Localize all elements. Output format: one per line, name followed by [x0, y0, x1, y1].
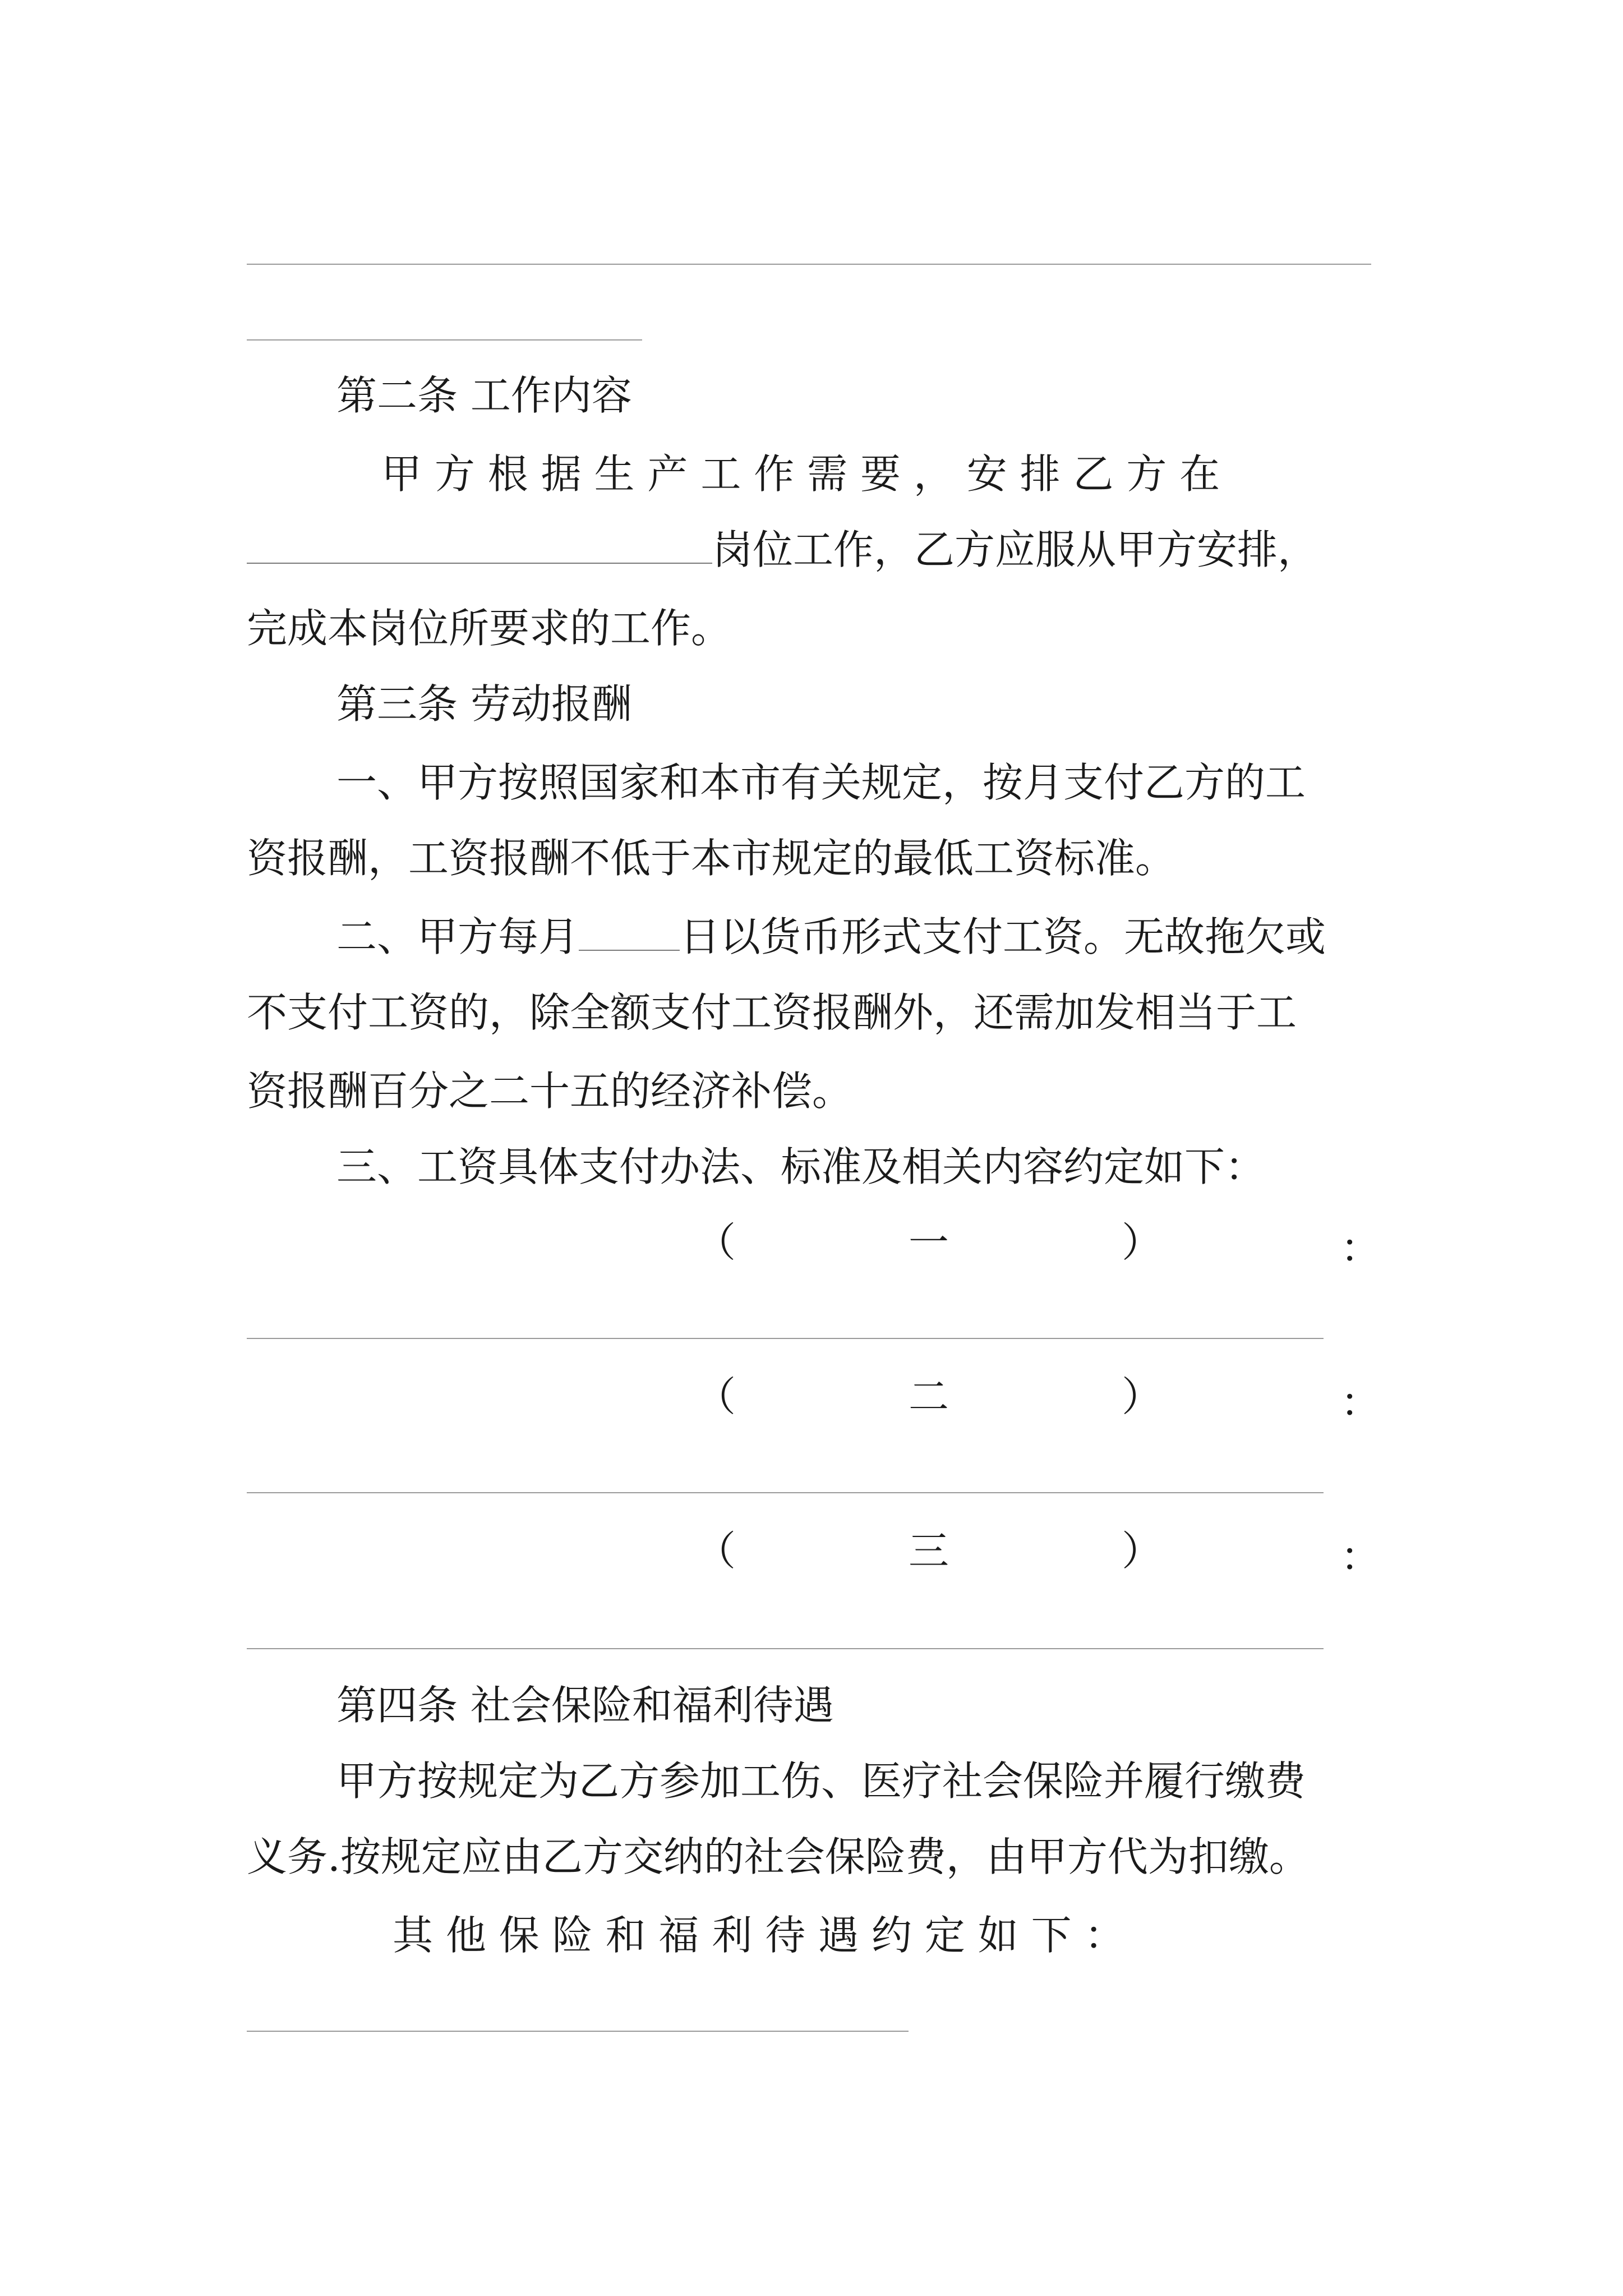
sub-item-2-colon: ： — [1340, 1379, 1381, 1426]
sub-item-1-blank-line — [247, 1338, 1324, 1339]
sub-item-3-colon: ： — [1340, 1533, 1381, 1580]
sub-item-1-colon: ： — [1340, 1225, 1381, 1272]
article-2-paragraph-line-1: 甲 方 根 据 生 产 工 作 需 要 ， 安 排 乙 方 在 — [381, 450, 1220, 498]
sub-item-2-open-paren: （ — [695, 1373, 736, 1420]
pay-day-blank — [579, 910, 680, 951]
article-3-item-3: 三、工资具体支付办法、标准及相关内容约定如下： — [336, 1143, 1266, 1190]
other-benefits-blank-line — [247, 2031, 909, 2032]
sub-item-3-open-paren: （ — [695, 1527, 736, 1575]
article-3-heading: 第三条 劳动报酬 — [336, 680, 632, 728]
article-3-item-2-line-1-a: 二、甲方每月 — [336, 913, 579, 960]
sub-item-2-close-paren: ） — [1122, 1373, 1163, 1420]
blank-line — [247, 339, 642, 341]
sub-item-1-number: 一 — [909, 1219, 949, 1266]
article-4-heading: 第四条 社会保险和福利待遇 — [336, 1682, 834, 1729]
article-3-item-2-line-1-b: 日以货币形式支付工资。无故拖欠或 — [680, 913, 1326, 960]
sub-item-3-close-paren: ） — [1122, 1527, 1163, 1575]
sub-item-3-blank-line — [247, 1648, 1324, 1649]
article-3-item-1-line-1: 一、甲方按照国家和本市有关规定，按月支付乙方的工 — [336, 759, 1306, 806]
sub-item-1-close-paren: ） — [1122, 1219, 1163, 1266]
article-2-heading: 第二条 工作内容 — [336, 372, 632, 419]
article-4-paragraph-2-line-1: 其 他 保 险 和 福 利 待 遇 约 定 如 下 ： — [393, 1912, 1125, 1959]
sub-item-2-number: 二 — [909, 1373, 949, 1420]
article-3-item-1-line-2: 资报酬，工资报酬不低于本市规定的最低工资标准。 — [247, 835, 1176, 882]
article-4-paragraph-1-line-2: 义务.按规定应由乙方交纳的社会保险费，由甲方代为扣缴。 — [247, 1833, 1310, 1880]
article-4-paragraph-1-line-1: 甲方按规定为乙方参加工伤、医疗社会保险并履行缴费 — [336, 1757, 1306, 1805]
article-3-item-2-line-2: 不支付工资的，除全额支付工资报酬外，还需加发相当于工 — [247, 989, 1297, 1036]
article-3-item-2-line-3: 资报酬百分之二十五的经济补偿。 — [247, 1068, 853, 1115]
article-2-paragraph-line-2-text: 岗位工作，乙方应服从甲方安排， — [712, 526, 1318, 573]
article-2-paragraph-line-2 — [247, 522, 1318, 578]
article-2-paragraph-line-3: 完成本岗位所要求的工作。 — [247, 605, 732, 652]
article-3-item-2-line-1 — [336, 909, 1326, 965]
position-blank — [247, 523, 712, 564]
sub-item-1-open-paren: （ — [695, 1219, 736, 1266]
sub-item-3-number: 三 — [909, 1527, 949, 1575]
blank-line — [247, 264, 1371, 265]
sub-item-2-blank-line — [247, 1492, 1324, 1493]
